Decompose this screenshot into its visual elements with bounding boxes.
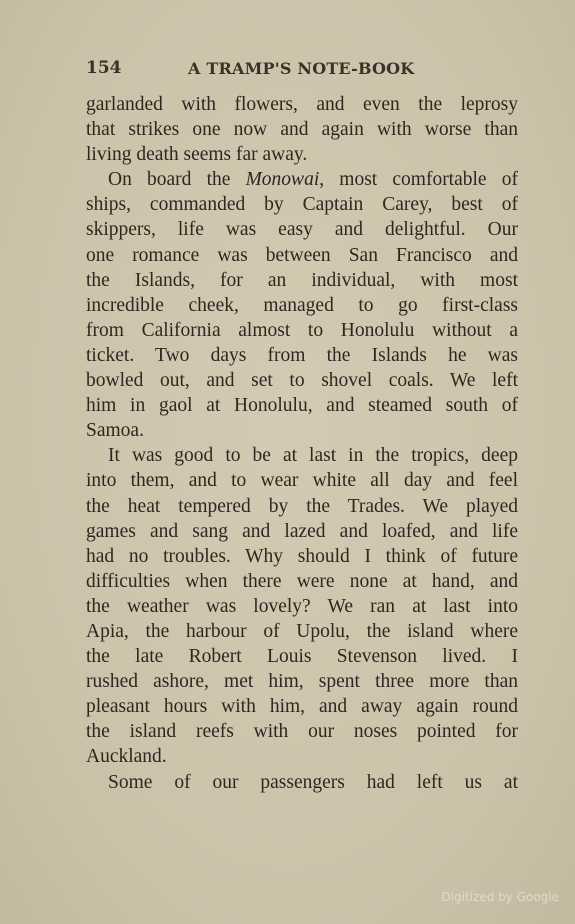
- ship-name: Monowai: [245, 169, 320, 191]
- running-title: A TRAMP'S NOTE-BOOK: [188, 59, 415, 78]
- text-line: the weather was lovely? We ran at last into: [86, 595, 518, 617]
- text-line: difficulties when there were none at hand, and: [86, 570, 518, 592]
- text-line: It was good to be at last in the tropics, deep: [108, 445, 518, 467]
- body-text: [86, 92, 518, 795]
- text-line: bowled out, and set to shovel coals. We left: [86, 370, 518, 392]
- text-line: the Islands, for an individual, with most: [86, 269, 518, 291]
- text-line: the island reefs with our noses pointed for: [86, 721, 518, 743]
- text-line: pleasant hours with him, and away again round: [86, 696, 518, 718]
- text-line: ships, commanded by Captain Carey, best of: [86, 194, 518, 216]
- text-line: had no troubles. Why should I think of future: [86, 545, 518, 567]
- text-line: into them, and to wear white all day and feel: [86, 470, 518, 492]
- digitized-watermark: Digitized by Google: [441, 890, 559, 904]
- text-line: garlanded with flowers, and even the leprosy: [86, 94, 518, 115]
- text-line: skippers, life was easy and delightful. Our: [86, 219, 518, 241]
- text-line: him in gaol at Honolulu, and steamed south of: [86, 395, 518, 417]
- text-line: one romance was between San Francisco and: [86, 244, 518, 266]
- text-line: the heat tempered by the Trades. We played: [86, 495, 518, 517]
- text-line: ticket. Two days from the Islands he was: [86, 344, 518, 366]
- text-line: the late Robert Louis Stevenson lived. I: [86, 646, 518, 668]
- text-line: Apia, the harbour of Upolu, the island where: [86, 620, 518, 642]
- text-line: [86, 167, 518, 192]
- page-number: 154: [86, 58, 122, 78]
- text-line: Samoa.: [86, 420, 144, 442]
- text-line: rushed ashore, met him, spent three more than: [86, 671, 518, 693]
- text-line: incredible cheek, managed to go first-class: [86, 294, 518, 316]
- text-line: from California almost to Honolulu without a: [86, 319, 518, 341]
- text-line: that strikes one now and again with worse than: [86, 119, 518, 141]
- text-line: Auckland.: [86, 746, 167, 768]
- text-segment: On board the: [108, 169, 246, 191]
- text-line: games and sang and lazed and loafed, and life: [86, 520, 518, 542]
- text-line: living death seems far away.: [86, 144, 308, 166]
- text-segment: , most comfortable of: [319, 169, 518, 191]
- page-header: [86, 58, 516, 84]
- text-line: Some of our passengers had left us at: [108, 771, 518, 793]
